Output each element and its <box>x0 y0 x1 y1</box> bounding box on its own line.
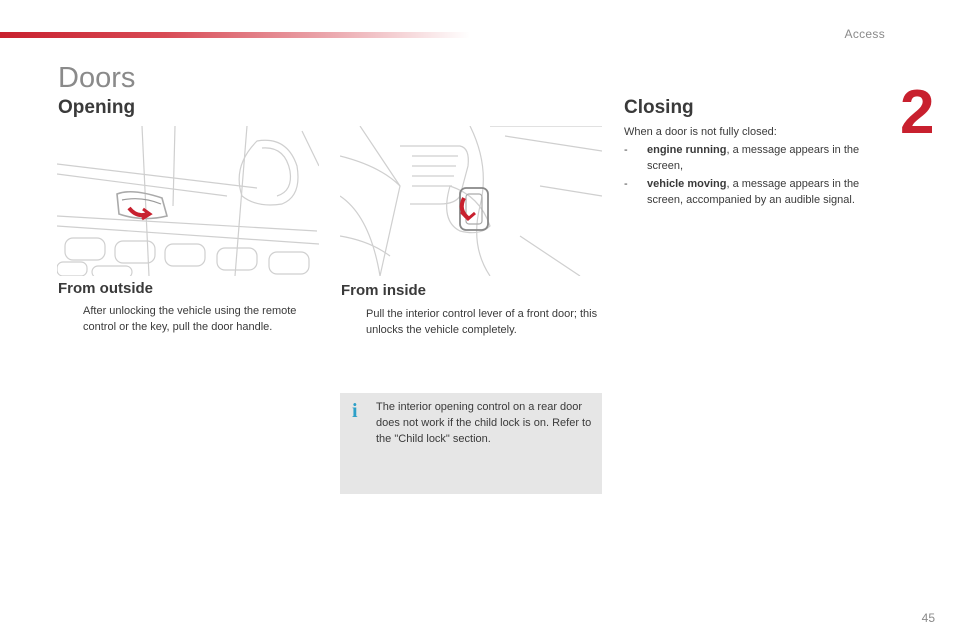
from-outside-instruction <box>60 303 310 335</box>
inside-door-lever-illustration <box>340 126 602 276</box>
from-outside-text: After unlocking the vehicle using the remote control or the key, pull the door handle. <box>83 305 297 333</box>
page-title: Doors <box>58 62 136 94</box>
closing-intro: When a door is not fully closed: <box>624 126 777 138</box>
closing-item-keyword: vehicle moving <box>647 178 727 190</box>
from-outside-heading: From outside <box>58 280 154 297</box>
list-item <box>624 142 874 174</box>
closing-item-keyword: engine running <box>647 144 727 156</box>
closing-heading: Closing <box>624 97 694 118</box>
closing-list <box>624 142 874 210</box>
header-accent-bar <box>0 32 470 38</box>
from-inside-text: Pull the interior control lever of a front door; this unlocks the vehicle completely. <box>366 308 598 336</box>
chapter-number: 2 <box>900 78 935 147</box>
closing-item-text: , a message appears in the screen, accompanied by an audible signal. <box>647 178 860 206</box>
opening-heading: Opening <box>58 97 136 118</box>
page-number: 45 <box>921 611 935 625</box>
info-note <box>340 393 602 494</box>
from-inside-heading: From inside <box>341 282 427 299</box>
dash-marker: - <box>624 178 628 190</box>
info-icon: i <box>352 400 358 422</box>
section-title: Access <box>844 27 885 41</box>
closing-item-text: , a message appears in the screen, <box>647 144 860 172</box>
dash-marker: - <box>624 144 628 156</box>
outside-door-handle-illustration <box>57 126 319 276</box>
info-note-text: The interior opening control on a rear door does not work if the child lock is on. Refer to the "Child lock" section. <box>376 401 592 445</box>
list-item <box>624 176 874 208</box>
from-inside-instruction <box>343 306 608 338</box>
